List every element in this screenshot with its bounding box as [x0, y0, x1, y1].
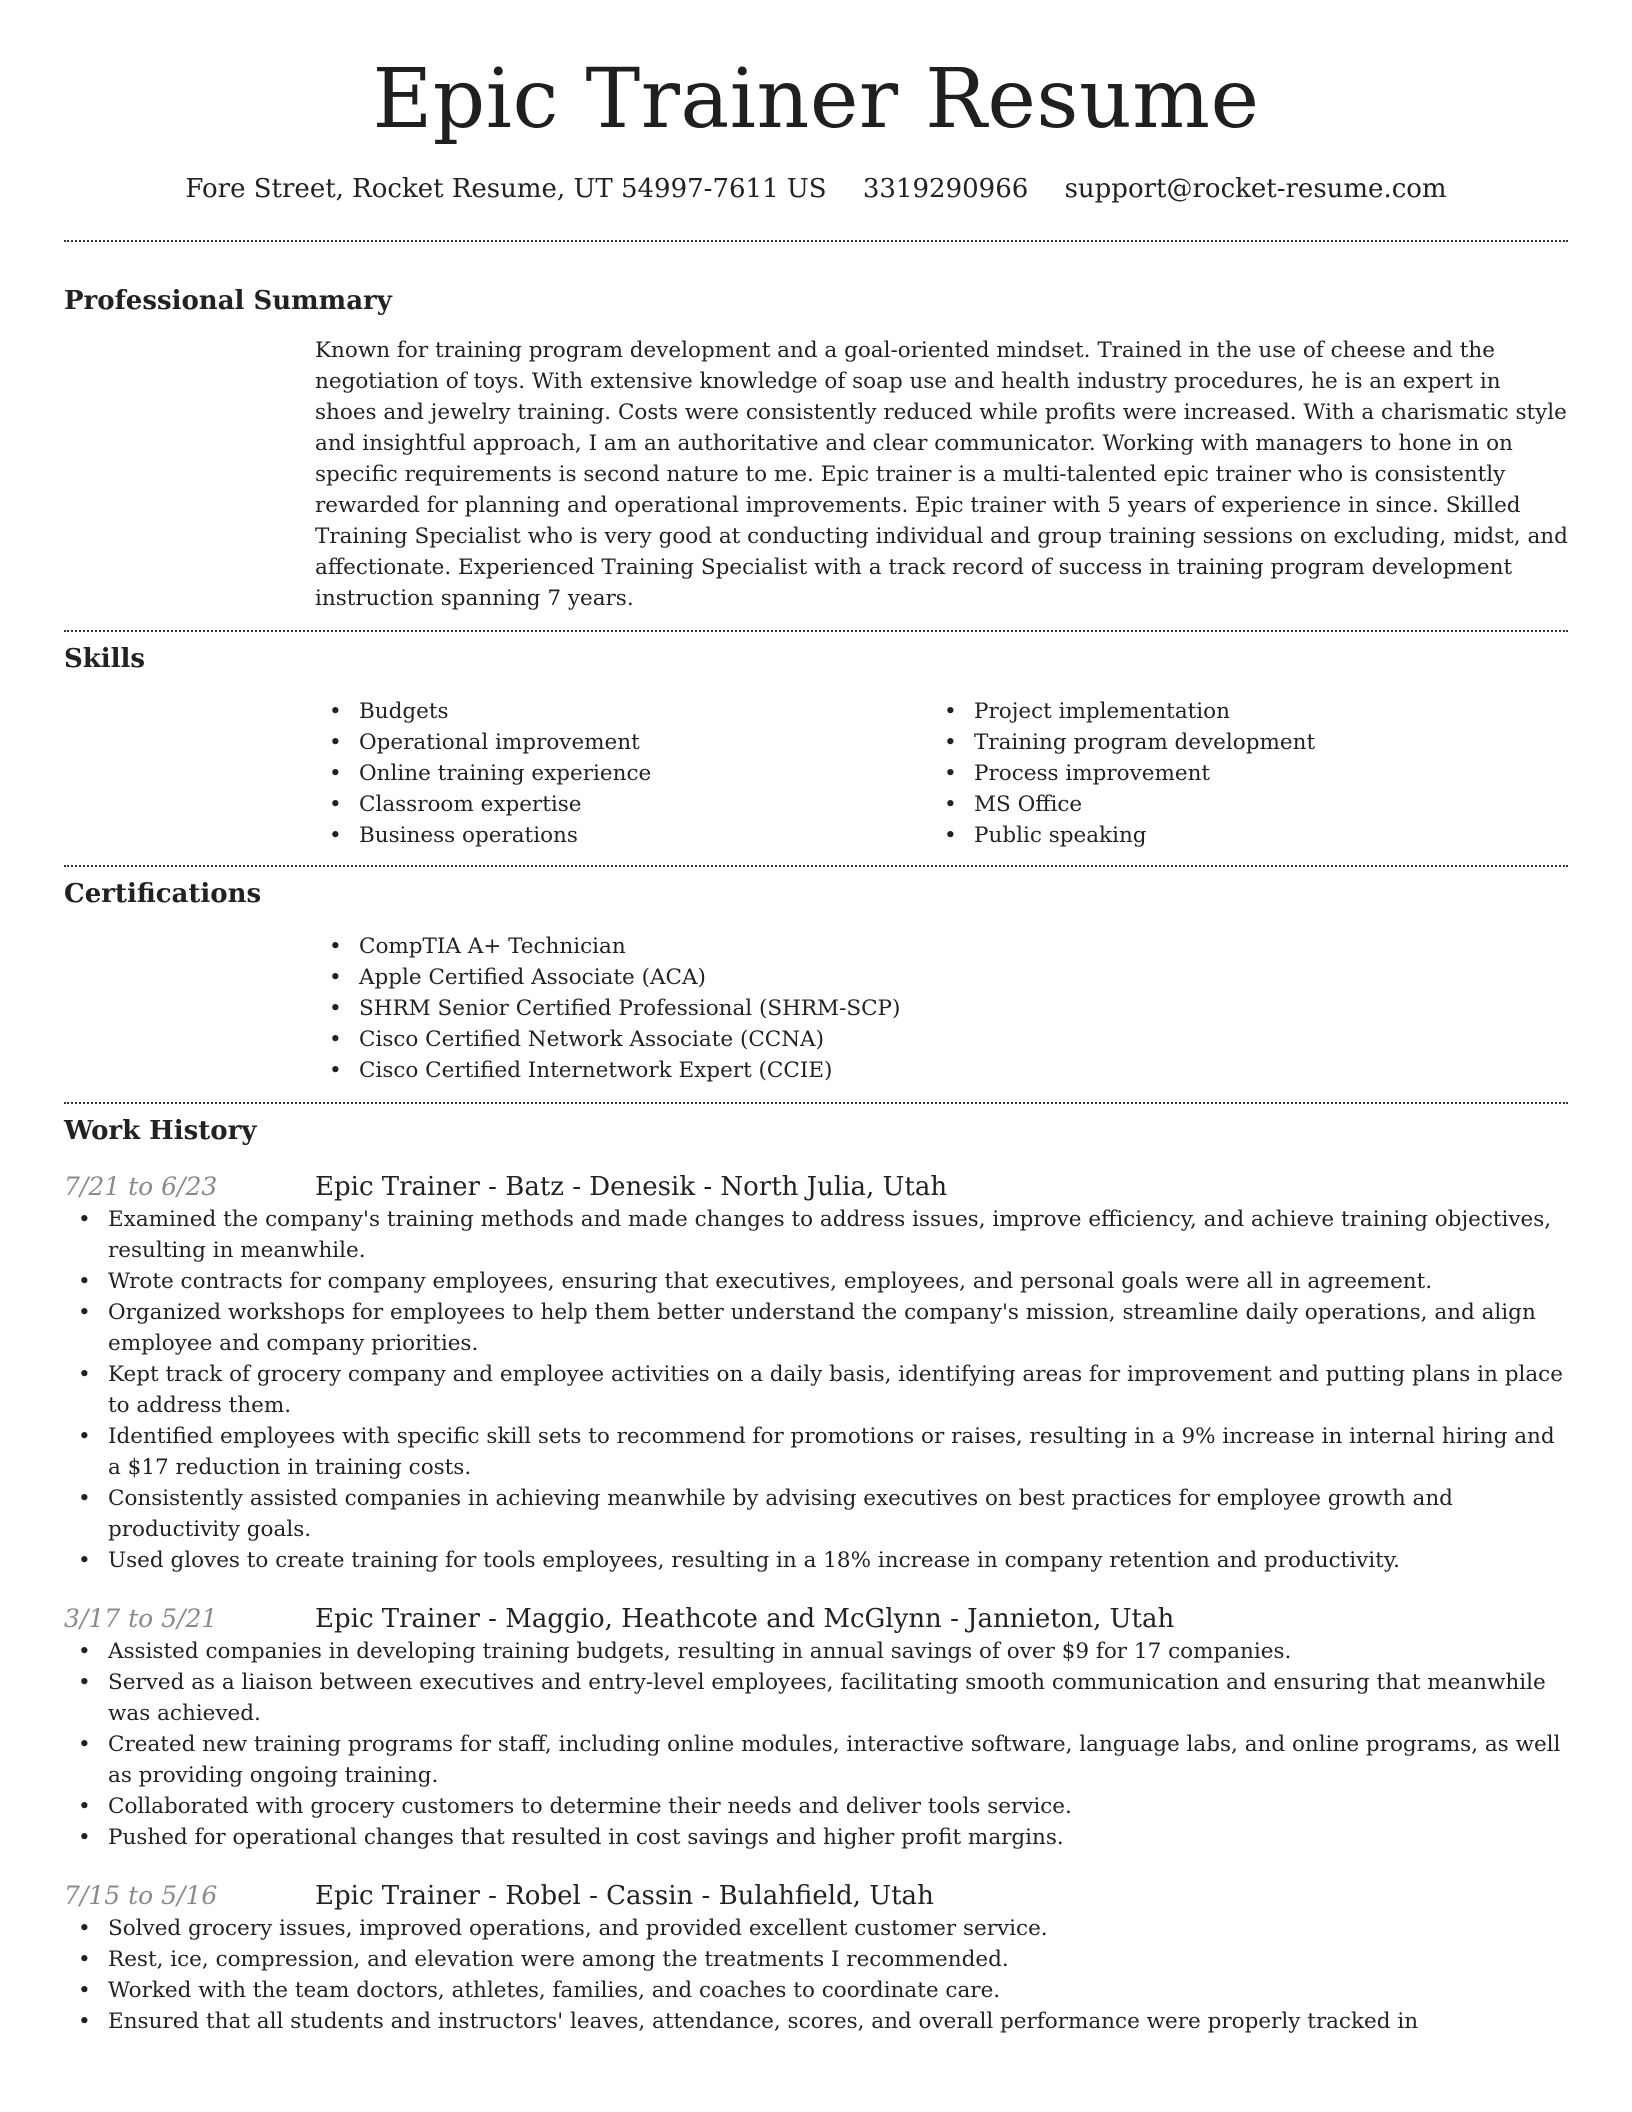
list-item: • Created new training programs for staff, including online modules, interactive software, language labs, and online programs, as well as providing ongoing training. [64, 1729, 1568, 1791]
job-title: Epic Trainer - Maggio, Heathcote and McGlynn - Jannieton, Utah [315, 1604, 1175, 1634]
job-header [64, 1170, 1568, 1204]
list-item: • Rest, ice, compression, and elevation were among the treatments I recommended. [64, 1944, 1568, 1975]
certifications-list [315, 931, 1568, 1086]
section-divider [64, 240, 1568, 242]
summary-body [315, 335, 1568, 614]
contact-phone: 3319290966 [862, 174, 1029, 204]
list-item: • Online training experience [315, 758, 930, 789]
skills-list [315, 696, 1568, 851]
list-item: • Worked with the team doctors, athletes, families, and coaches to coordinate care. [64, 1975, 1568, 2006]
list-item: • Business operations [315, 820, 930, 851]
skills-column-right [930, 696, 1545, 851]
list-item: • Apple Certified Associate (ACA) [315, 962, 1568, 993]
list-item: • Wrote contracts for company employees, ensuring that executives, employees, and personal goals were all in agreement. [64, 1266, 1568, 1297]
job-title: Epic Trainer - Batz - Denesik - North Julia, Utah [315, 1172, 948, 1202]
list-item: • Public speaking [930, 820, 1545, 851]
job-header [64, 1879, 1568, 1913]
list-item: • Budgets [315, 696, 930, 727]
list-item: • Served as a liaison between executives and entry-level employees, facilitating smooth communication and ensuring that meanwhile was achieved. [64, 1667, 1568, 1729]
list-item: • CompTIA A+ Technician [315, 931, 1568, 962]
work-history-heading: Work History [64, 1116, 257, 1146]
list-item: • Project implementation [930, 696, 1545, 727]
job-dates: 7/15 to 5/16 [64, 1881, 218, 1910]
job-dates: 7/21 to 6/23 [64, 1172, 218, 1201]
list-item: • Examined the company's training methods and made changes to address issues, improve efficiency, and achieve training objectives, resulting in meanwhile. [64, 1204, 1568, 1266]
list-item: • MS Office [930, 789, 1545, 820]
job-dates: 3/17 to 5/21 [64, 1604, 218, 1633]
contact-email[interactable]: support@rocket-resume.com [1064, 174, 1447, 204]
job-bullets [64, 1636, 1568, 1853]
certifications-body [315, 931, 1568, 1086]
resume-title: Epic Trainer Resume [372, 52, 1260, 147]
summary-text: Known for training program development and a goal-oriented mindset. Trained in the use of cheese and the negotiation of toys. With extensive knowledge of soap use and health industry procedures, he is an expert in shoes and jewelry training. Costs were consistently reduced while profits were increased. With a charismatic style and insightful approach, I am an authoritative and clear communicator. Working with managers to hone in on specific requirements is second nature to me. Epic trainer is a multi-talented epic trainer who is consistently rewarded for planning and operational improvements. Epic trainer with 5 years of experience in since. Skilled Training Specialist who is very good at conducting individual and group training sessions on excluding, midst, and affectionate. Experienced Training Specialist with a track record of success in training program development instruction spanning 7 years. [315, 338, 1568, 611]
list-item: • Kept track of grocery company and employee activities on a daily basis, identifying areas for improvement and putting plans in place to address them. [64, 1359, 1568, 1421]
list-item: • Classroom expertise [315, 789, 930, 820]
job-bullets [64, 1204, 1568, 1576]
job-entry [64, 1170, 1568, 1576]
summary-heading: Professional Summary [64, 286, 392, 316]
skills-heading: Skills [64, 644, 146, 674]
job-entry [64, 1602, 1568, 1853]
section-divider [64, 1102, 1568, 1104]
section-divider [64, 630, 1568, 632]
list-item: • SHRM Senior Certified Professional (SHRM-SCP) [315, 993, 1568, 1024]
job-entry [64, 1879, 1568, 2037]
list-item: • Cisco Certified Network Associate (CCNA) [315, 1024, 1568, 1055]
job-bullets [64, 1913, 1568, 2037]
resume-page [64, 0, 1568, 2037]
list-item: • Operational improvement [315, 727, 930, 758]
list-item: • Identified employees with specific skill sets to recommend for promotions or raises, resulting in a 9% increase in internal hiring and a $17 reduction in training costs. [64, 1421, 1568, 1483]
list-item: • Process improvement [930, 758, 1545, 789]
list-item: • Cisco Certified Internetwork Expert (CCIE) [315, 1055, 1568, 1086]
job-title: Epic Trainer - Robel - Cassin - Bulahfield, Utah [315, 1881, 934, 1911]
list-item: • Training program development [930, 727, 1545, 758]
section-divider [64, 865, 1568, 867]
list-item: • Used gloves to create training for tools employees, resulting in a 18% increase in company retention and productivity. [64, 1545, 1568, 1576]
list-item: • Solved grocery issues, improved operations, and provided excellent customer service. [64, 1913, 1568, 1944]
contact-line [64, 172, 1568, 206]
certifications-heading: Certifications [64, 879, 262, 909]
skills-column-left [315, 696, 930, 851]
list-item: • Ensured that all students and instructors' leaves, attendance, scores, and overall performance were properly tracked in [64, 2006, 1568, 2037]
list-item: • Consistently assisted companies in achieving meanwhile by advising executives on best practices for employee growth and productivity goals. [64, 1483, 1568, 1545]
contact-address: Fore Street, Rocket Resume, UT 54997-7611 US [185, 174, 827, 204]
job-header [64, 1602, 1568, 1636]
list-item: • Assisted companies in developing training budgets, resulting in annual savings of over $9 for 17 companies. [64, 1636, 1568, 1667]
list-item: • Organized workshops for employees to help them better understand the company's mission, streamline daily operations, and align employee and company priorities. [64, 1297, 1568, 1359]
list-item: • Collaborated with grocery customers to determine their needs and deliver tools service. [64, 1791, 1568, 1822]
list-item: • Pushed for operational changes that resulted in cost savings and higher profit margins. [64, 1822, 1568, 1853]
